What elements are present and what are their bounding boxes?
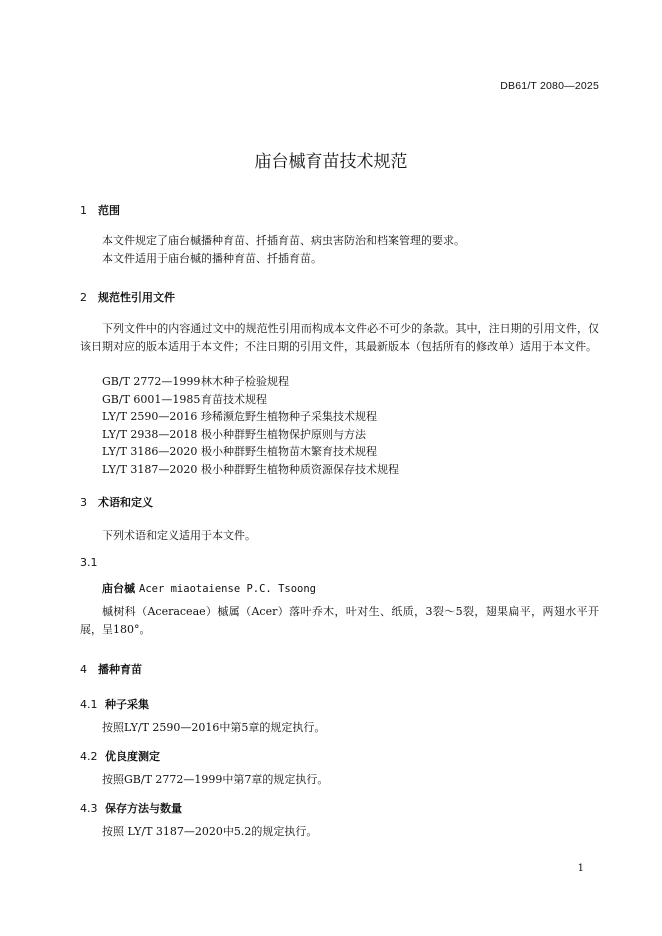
section-4-heading [80,661,142,677]
section-3-heading [80,494,153,510]
reference-list [102,373,399,478]
reference-code: LY/T 2590—2016 [102,410,198,423]
term-entry [102,580,316,596]
reference-code: LY/T 3187—2020 [102,462,198,476]
subsection-4-3-heading [80,800,182,816]
subsection-4-3-text: 按照 LY/T 3187—2020中5.2的规定执行。 [102,825,318,838]
reference-item [102,373,399,391]
scope-paragraph-2: 本文件适用于庙台槭的播种育苗、扦插育苗。 [102,252,322,265]
reference-title: 珍稀濒危野生植物种子采集技术规程 [201,410,377,423]
reference-title: 极小种群野生植物种质资源保存技术规程 [201,462,399,476]
subsection-4-2-text: 按照GB/T 2772—1999中第7章的规定执行。 [102,773,329,786]
subsection-4-1-text: 按照LY/T 2590—2016中第5章的规定执行。 [102,721,326,734]
subsection-number: 4.1 [80,698,98,711]
scope-paragraph-1: 本文件规定了庙台槭播种育苗、扦插育苗、病虫害防治和档案管理的要求。 [102,234,465,247]
term-number: 3.1 [80,556,98,569]
page-number: 1 [577,863,584,874]
reference-item [102,443,399,461]
section-title: 术语和定义 [98,496,153,509]
section-title: 播种育苗 [98,663,142,676]
reference-item [102,461,399,479]
section-2-heading [80,289,175,305]
subsection-number: 4.3 [80,802,98,815]
reference-item [102,426,399,444]
reference-title: 极小种群野生植物苗木繁育技术规程 [201,445,377,458]
section-number: 3 [80,496,87,509]
section-title: 规范性引用文件 [98,291,175,304]
subsection-title: 优良度测定 [105,750,160,763]
section-number: 1 [80,204,87,217]
section-1-heading [80,202,120,218]
reference-item [102,391,399,409]
subsection-number: 4.2 [80,750,98,763]
normative-refs-paragraph: 下列文件中的内容通过文中的规范性引用而构成本文件必不可少的条款。其中，注日期的引用文件，仅该日期对应的版本适用于本文件；不注日期的引用文件，其最新版本（包括所有的修改单）适用于本文件。 [80,322,599,353]
subsection-title: 保存方法与数量 [105,802,182,815]
subsection-4-1-heading [80,696,149,712]
term-latin-name: Acer miaotaiense P.C. Tsoong [139,583,317,595]
document-code: DB61/T 2080—2025 [500,80,599,92]
reference-title: 育苗技术规程 [201,392,267,406]
section-number: 2 [80,291,87,304]
document-title: 庙台槭育苗技术规范 [254,152,408,172]
term-chinese: 庙台槭 [102,582,135,595]
reference-item [102,408,399,426]
subsection-title: 种子采集 [105,698,149,711]
reference-title: 极小种群野生植物保护原则与方法 [201,427,366,441]
reference-code: GB/T 6001—1985 [102,392,201,406]
term-definition: 槭树科（Aceraceae）槭属（Acer）落叶乔木，叶对生、纸质，3裂～5裂，翅果扁平，两翅水平开展，呈180°。 [80,605,599,636]
subsection-4-2-heading [80,748,160,764]
section-title: 范围 [98,204,120,217]
reference-code: GB/T 2772—1999 [102,375,201,388]
terms-paragraph: 下列术语和定义适用于本文件。 [102,529,256,542]
reference-code: LY/T 3186—2020 [102,445,198,458]
reference-title: 林木种子检验规程 [201,375,289,388]
reference-code: LY/T 2938—2018 [102,427,198,441]
section-number: 4 [80,663,87,676]
